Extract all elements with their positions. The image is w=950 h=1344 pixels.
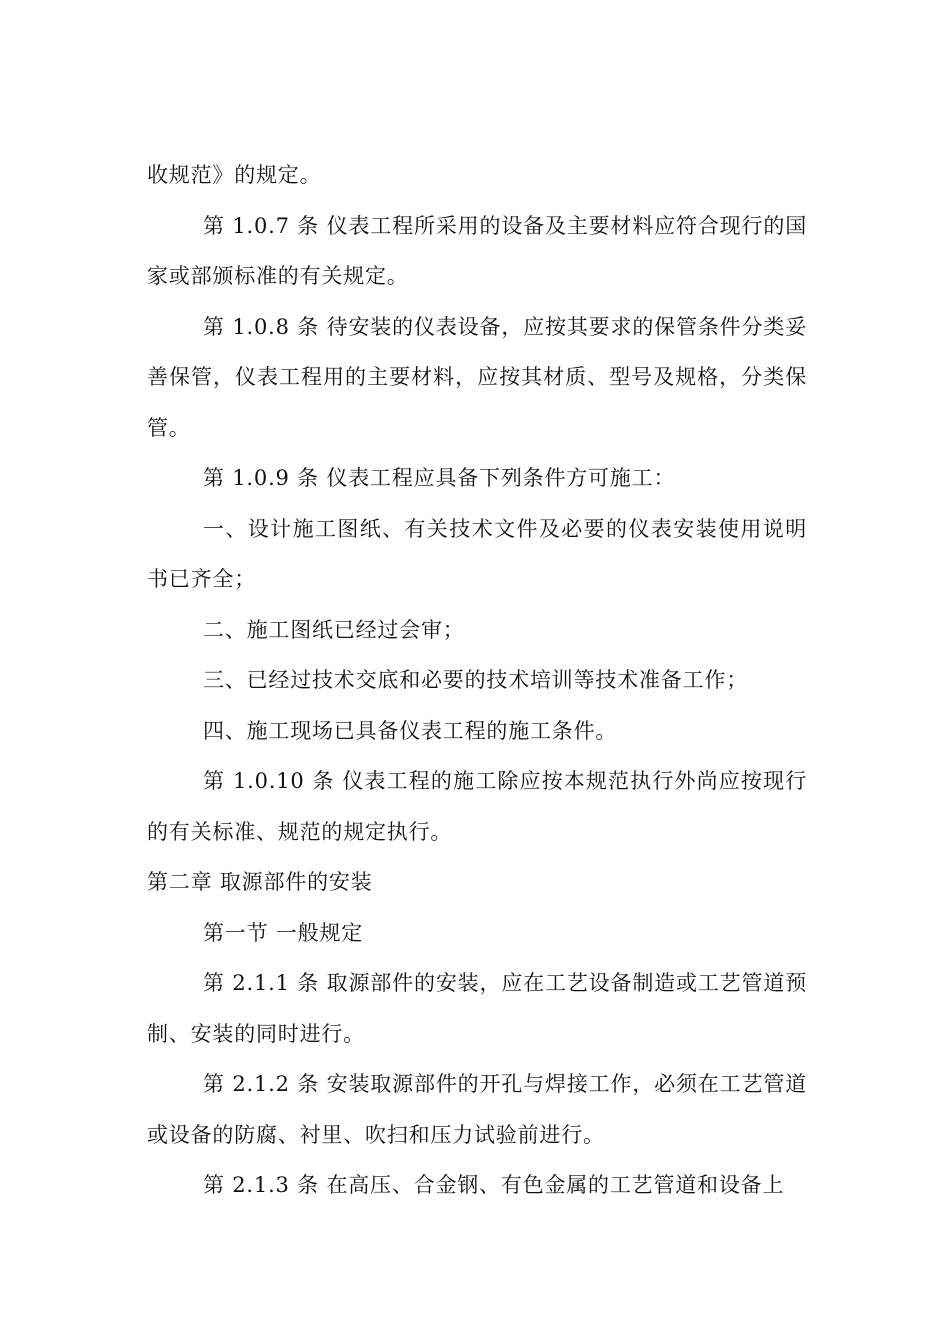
article-1-0-10: 第 1.0.10 条 仪表工程的施工除应按本规范执行外尚应按现行的有关标准、规范的规定执行。 bbox=[147, 769, 807, 844]
chapter-heading: 第二章 取源部件的安装 bbox=[147, 870, 373, 894]
article-1-0-8: 第 1.0.8 条 待安装的仪表设备，应按其要求的保管条件分类妥善保管，仪表工程用的主要材料，应按其材质、型号及规格，分类保管。 bbox=[147, 314, 807, 440]
article-2-1-3: 第 2.1.3 条 在高压、合金钢、有色金属的工艺管道和设备上 bbox=[203, 1173, 785, 1197]
section-heading: 第一节 一般规定 bbox=[203, 920, 364, 945]
list-item-2: 二、施工图纸已经过会审； bbox=[203, 617, 465, 642]
article-1-0-9: 第 1.0.9 条 仪表工程应具备下列条件方可施工： bbox=[203, 466, 676, 490]
list-item-3: 三、已经过技术交底和必要的技术培训等技术准备工作； bbox=[203, 668, 748, 692]
article-2-1-1: 第 2.1.1 条 取源部件的安装，应在工艺设备制造或工艺管道预制、安装的同时进行。 bbox=[147, 971, 807, 1046]
article-2-1-2: 第 2.1.2 条 安装取源部件的开孔与焊接工作，必须在工艺管道或设备的防腐、衬里、吹扫和压力试验前进行。 bbox=[147, 1072, 807, 1147]
document-body bbox=[147, 150, 807, 1211]
list-item-4: 四、施工现场已具备仪表工程的施工条件。 bbox=[203, 718, 618, 743]
list-item-1: 一、设计施工图纸、有关技术文件及必要的仪表安装使用说明书已齐全； bbox=[147, 516, 807, 591]
article-1-0-7: 第 1.0.7 条 仪表工程所采用的设备及主要材料应符合现行的国家或部颁标准的有关规定。 bbox=[147, 213, 807, 288]
paragraph-continuation: 收规范》的规定。 bbox=[147, 163, 322, 187]
